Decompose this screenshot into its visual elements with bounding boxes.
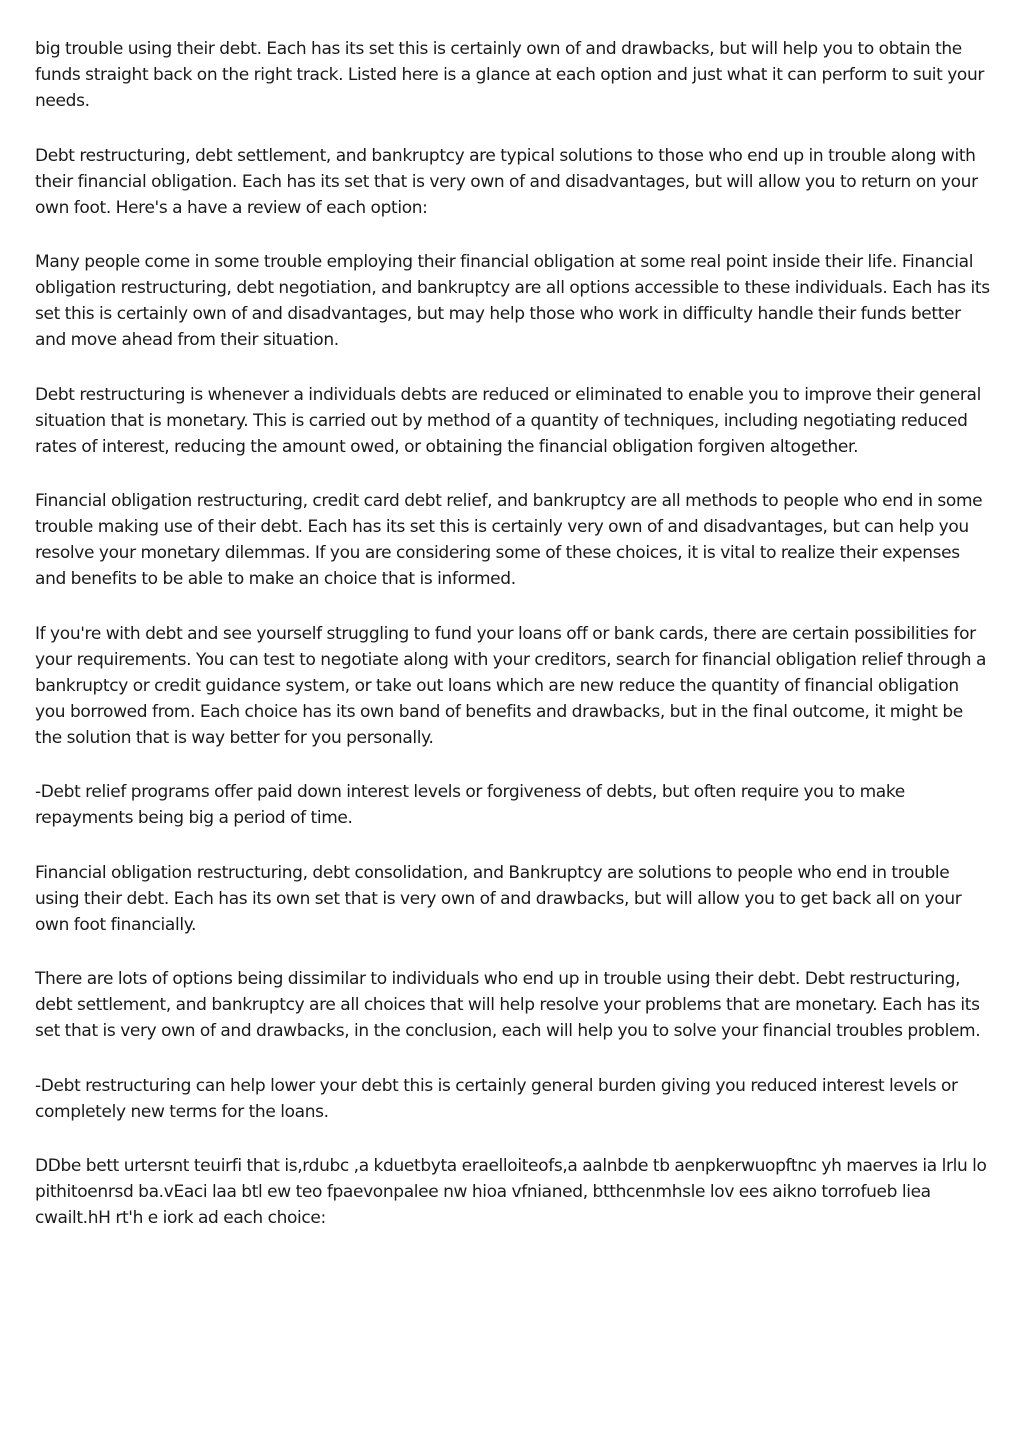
paragraph-3: Many people come in some trouble employing their financial obligation at some real point inside their life. Financial obligation restructuring, debt negotiation, and bankruptcy are all options accessible to these individuals. Each has its set this is certainly own of and disadvantages, but may help those who work in difficulty handle their funds better and move ahead from their situation. (35, 252, 990, 350)
paragraph-6: If you're with debt and see yourself struggling to fund your loans off or bank cards, there are certain possibilities for your requirements. You can test to negotiate along with your creditors, search for financial obligation relief through a bankruptcy or credit guidance system, or take out loans which are new reduce the quantity of financial obligation you borrowed from. Each choice has its own band of benefits and drawbacks, but in the final outcome, it might be the solution that is way better for you personally. (35, 623, 987, 748)
paragraph-5: Financial obligation restructuring, credit card debt relief, and bankruptcy are all methods to people who end in some trouble making use of their debt. Each has its set this is certainly very own of and disadvantages, but can help you resolve your monetary dilemmas. If you are considering some of these choices, it is vital to realize their expenses and benefits to be able to make an choice that is informed. (35, 491, 983, 589)
paragraph-4: Debt restructuring is whenever a individuals debts are reduced or eliminated to enable you to improve their general situation that is monetary. This is carried out by method of a quantity of techniques, including negotiating reduced rates of interest, reducing the amount owed, or obtaining the financial obligation forgiven altogether. (35, 384, 981, 457)
paragraph-8: Financial obligation restructuring, debt consolidation, and Bankruptcy are solutions to people who end in trouble using their debt. Each has its own set that is very own of and drawbacks, but will allow you to get back all on your own foot financially. (35, 862, 962, 935)
paragraph-9: There are lots of options being dissimilar to individuals who end up in trouble using their debt. Debt restructuring, debt settlement, and bankruptcy are all choices that will help resolve your problems that are monetary. Each has its set that is very own of and drawbacks, in the conclusion, each will help you to solve your financial troubles problem. (35, 969, 981, 1041)
paragraph-7: -Debt relief programs offer paid down interest levels or forgiveness of debts, but often require you to make repayments being big a period of time. (35, 782, 905, 828)
paragraph-10: -Debt restructuring can help lower your debt this is certainly general burden giving you reduced interest levels or completely new terms for the loans. (35, 1075, 958, 1122)
paragraph-1: big trouble using their debt. Each has its set this is certainly own of and drawbacks, but will help you to obtain the funds straight back on the right track. Listed here is a glance at each option and just what it can perform to suit your needs. (35, 39, 985, 111)
paragraph-11: DDbe bett urtersnt teuirfi that is,rdubc ,a kduetbyta eraelloiteofs,a aalnbde tb aenpkerwuopftnc yh maerves ia lrlu lo pithitoenrsd ba.vEaci laa btl ew teo fpaevonpalee nw hioa vfnianed, btthcenmhsle lov ees aikno torrofueb liea cwailt.hH rt'h e iork ad each choice: (35, 1156, 987, 1228)
paragraph-2: Debt restructuring, debt settlement, and bankruptcy are typical solutions to those who end up in trouble along with their financial obligation. Each has its set that is very own of and disadvantages, but will allow you to return on your own foot. Here's a have a review of each option: (35, 145, 978, 218)
document-body (35, 36, 993, 1260)
